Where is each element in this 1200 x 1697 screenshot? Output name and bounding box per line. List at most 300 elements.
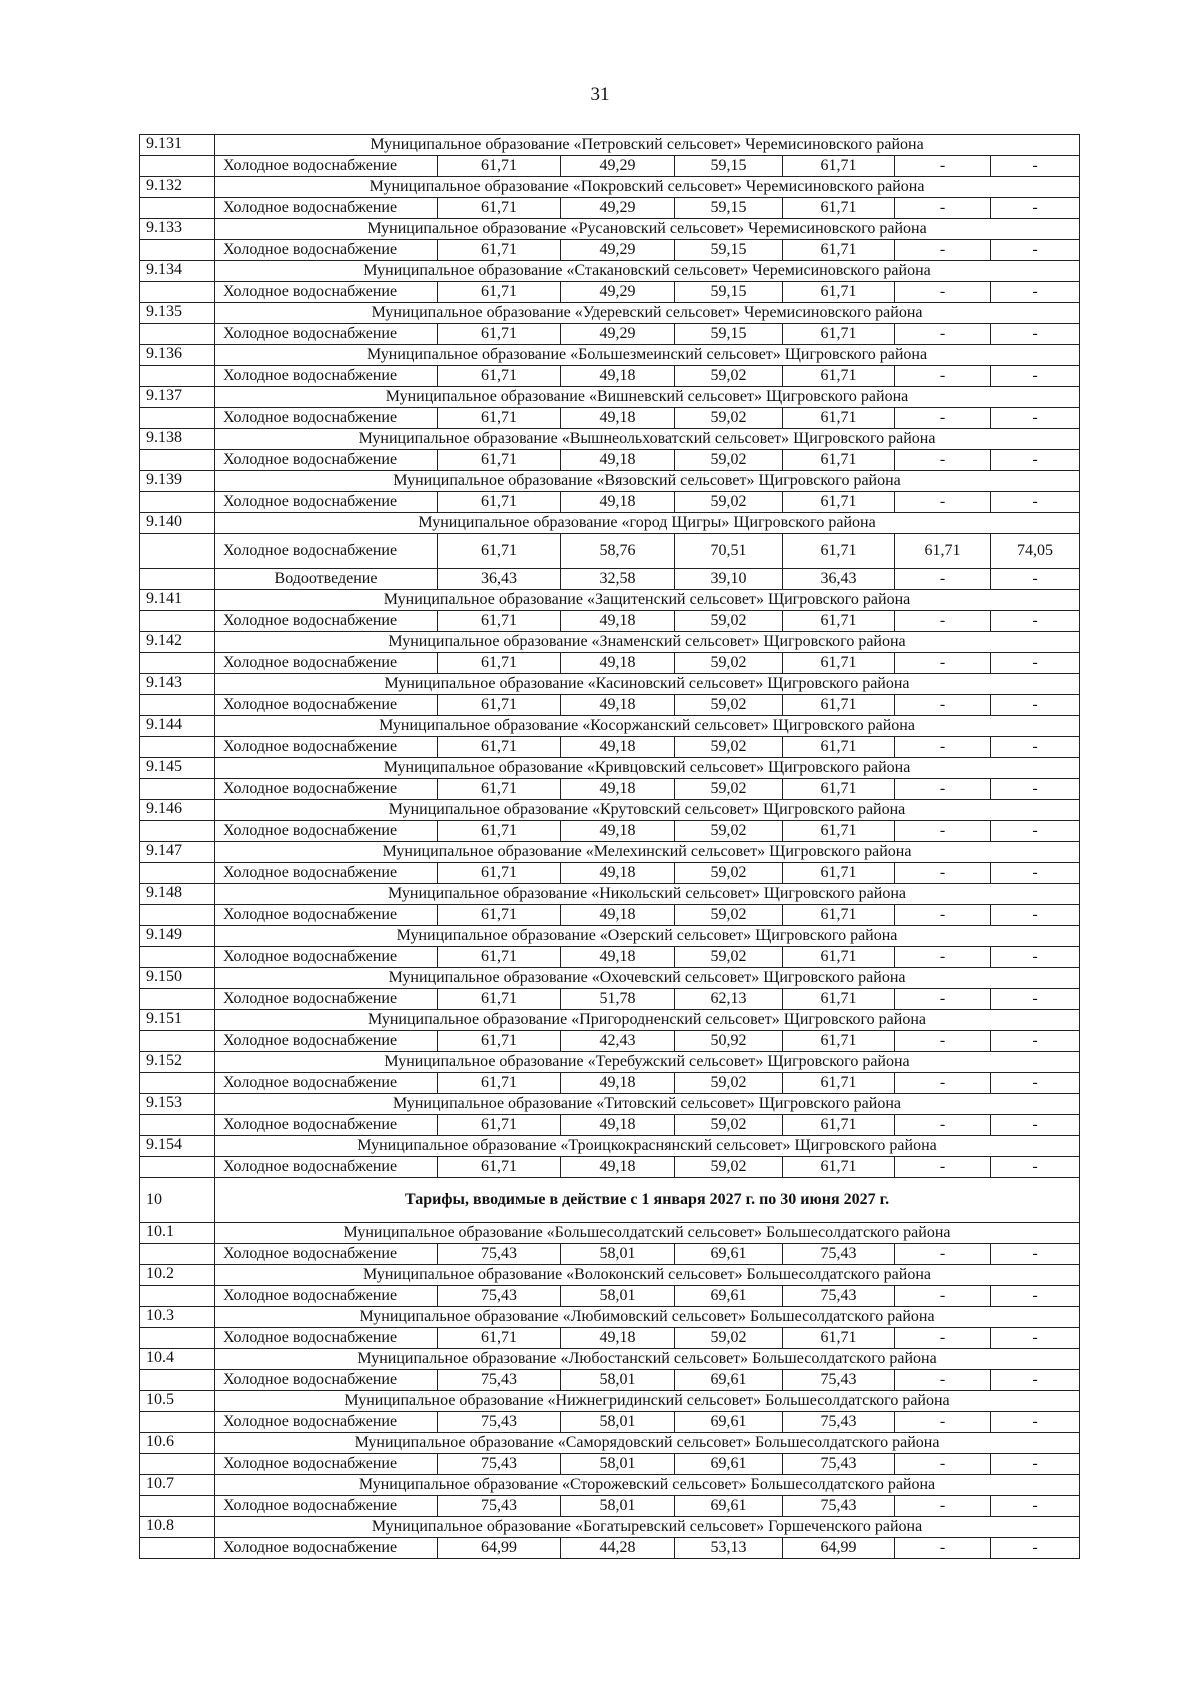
entity-row [140, 1349, 1080, 1370]
row-code-empty [140, 534, 215, 569]
tariff-value: 58,76 [561, 534, 675, 569]
tariff-value: - [991, 611, 1080, 632]
tariff-value: 61,71 [783, 450, 895, 471]
tariff-value: 61,71 [438, 240, 561, 261]
entity-row [140, 429, 1080, 450]
tariff-value: 59,15 [675, 240, 783, 261]
row-code-empty [140, 653, 215, 674]
tariff-value: 61,71 [438, 695, 561, 716]
entity-name: Муниципальное образование «Большезмеинский сельсовет» Щигровского района [215, 345, 1080, 366]
tariff-value: - [991, 1157, 1080, 1178]
tariff-value: 61,71 [438, 863, 561, 884]
tariff-value: 59,02 [675, 821, 783, 842]
tariff-value: 61,71 [783, 737, 895, 758]
row-code: 10.4 [140, 1349, 215, 1370]
tariff-value: 61,71 [783, 1031, 895, 1052]
tariff-value: 58,01 [561, 1454, 675, 1475]
tariff-value: 49,18 [561, 1328, 675, 1349]
service-row [140, 156, 1080, 177]
tariff-value: 53,13 [675, 1538, 783, 1559]
tariff-value: - [895, 1073, 991, 1094]
entity-row [140, 842, 1080, 863]
entity-name: Муниципальное образование «Знаменский сельсовет» Щигровского района [215, 632, 1080, 653]
entity-name: Муниципальное образование «Теребужский сельсовет» Щигровского района [215, 1052, 1080, 1073]
tariff-value: 75,43 [783, 1286, 895, 1307]
tariff-value: 49,18 [561, 737, 675, 758]
service-row [140, 1031, 1080, 1052]
tariff-value: - [991, 450, 1080, 471]
service-name: Холодное водоснабжение [215, 779, 438, 800]
row-code: 10.8 [140, 1517, 215, 1538]
tariff-value: - [991, 408, 1080, 429]
service-name: Холодное водоснабжение [215, 1115, 438, 1136]
row-code: 9.142 [140, 632, 215, 653]
tariff-value: - [895, 737, 991, 758]
tariff-value: - [895, 492, 991, 513]
tariff-value: 61,71 [783, 947, 895, 968]
tariff-value: 42,43 [561, 1031, 675, 1052]
tariff-value: 61,71 [438, 324, 561, 345]
entity-name: Муниципальное образование «Косоржанский сельсовет» Щигровского района [215, 716, 1080, 737]
row-code: 10.2 [140, 1265, 215, 1286]
service-row [140, 198, 1080, 219]
tariff-value: 69,61 [675, 1412, 783, 1433]
entity-name: Муниципальное образование «Большесолдатский сельсовет» Большесолдатского района [215, 1223, 1080, 1244]
tariff-value: - [895, 1496, 991, 1517]
service-row [140, 653, 1080, 674]
tariff-value: - [895, 198, 991, 219]
entity-name: Муниципальное образование «Крутовский сельсовет» Щигровского района [215, 800, 1080, 821]
service-row [140, 695, 1080, 716]
tariff-value: 61,71 [783, 611, 895, 632]
tariff-value: 32,58 [561, 569, 675, 590]
entity-row [140, 471, 1080, 492]
entity-name: Муниципальное образование «Любостанский сельсовет» Большесолдатского района [215, 1349, 1080, 1370]
entity-name: Муниципальное образование «Вышнеольховатский сельсовет» Щигровского района [215, 429, 1080, 450]
entity-name: Муниципальное образование «Волоконский сельсовет» Большесолдатского района [215, 1265, 1080, 1286]
tariff-value: 49,29 [561, 240, 675, 261]
service-name: Холодное водоснабжение [215, 240, 438, 261]
tariff-value: 61,71 [783, 821, 895, 842]
row-code: 9.146 [140, 800, 215, 821]
entity-name: Муниципальное образование «Стакановский сельсовет» Черемисиновского района [215, 261, 1080, 282]
tariff-value: - [991, 989, 1080, 1010]
service-name: Холодное водоснабжение [215, 324, 438, 345]
service-name: Холодное водоснабжение [215, 653, 438, 674]
row-code: 9.149 [140, 926, 215, 947]
tariff-value: 61,71 [783, 695, 895, 716]
service-name: Водоотведение [215, 569, 438, 590]
row-code: 9.154 [140, 1136, 215, 1157]
tariff-value: 59,02 [675, 1328, 783, 1349]
row-code-empty [140, 695, 215, 716]
service-name: Холодное водоснабжение [215, 1031, 438, 1052]
service-row [140, 989, 1080, 1010]
tariff-value: 59,02 [675, 905, 783, 926]
service-row [140, 240, 1080, 261]
section-title: Тарифы, вводимые в действие с 1 января 2027 г. по 30 июня 2027 г. [215, 1178, 1080, 1223]
tariff-value: 75,43 [438, 1412, 561, 1433]
tariff-value: 59,02 [675, 653, 783, 674]
tariff-value: - [895, 1115, 991, 1136]
tariff-value: - [991, 1244, 1080, 1265]
row-code: 9.148 [140, 884, 215, 905]
tariff-value: 59,15 [675, 198, 783, 219]
tariff-value: - [991, 695, 1080, 716]
entity-row [140, 758, 1080, 779]
service-row [140, 1412, 1080, 1433]
entity-row [140, 968, 1080, 989]
tariff-value: - [895, 408, 991, 429]
row-code-empty [140, 1454, 215, 1475]
tariff-value: 61,71 [783, 366, 895, 387]
tariff-value: 59,15 [675, 282, 783, 303]
row-code-empty [140, 282, 215, 303]
service-row [140, 450, 1080, 471]
tariff-value: 75,43 [783, 1496, 895, 1517]
tariff-value: 61,71 [438, 779, 561, 800]
tariff-value: 49,18 [561, 1157, 675, 1178]
row-code: 9.131 [140, 135, 215, 156]
tariff-value: 59,02 [675, 450, 783, 471]
entity-name: Муниципальное образование «Петровский сельсовет» Черемисиновского района [215, 135, 1080, 156]
service-name: Холодное водоснабжение [215, 534, 438, 569]
tariff-value: 58,01 [561, 1244, 675, 1265]
tariff-value: 61,71 [783, 1328, 895, 1349]
tariff-value: 61,71 [438, 534, 561, 569]
service-name: Холодное водоснабжение [215, 1454, 438, 1475]
row-code-empty [140, 1538, 215, 1559]
row-code: 9.151 [140, 1010, 215, 1031]
tariff-value: 61,71 [783, 282, 895, 303]
service-row [140, 324, 1080, 345]
row-code-empty [140, 1328, 215, 1349]
tariff-value: 59,02 [675, 366, 783, 387]
entity-row [140, 1517, 1080, 1538]
row-code-empty [140, 156, 215, 177]
row-code: 9.140 [140, 513, 215, 534]
entity-row [140, 1136, 1080, 1157]
row-code: 9.150 [140, 968, 215, 989]
service-name: Холодное водоснабжение [215, 821, 438, 842]
entity-row [140, 674, 1080, 695]
entity-row [140, 345, 1080, 366]
entity-name: Муниципальное образование «Сторожевский сельсовет» Большесолдатского района [215, 1475, 1080, 1496]
row-code: 9.143 [140, 674, 215, 695]
tariff-value: 36,43 [783, 569, 895, 590]
entity-name: Муниципальное образование «Русановский сельсовет» Черемисиновского района [215, 219, 1080, 240]
tariff-value: 49,18 [561, 821, 675, 842]
tariff-value: 58,01 [561, 1412, 675, 1433]
service-row [140, 282, 1080, 303]
service-row [140, 408, 1080, 429]
service-name: Холодное водоснабжение [215, 737, 438, 758]
tariff-value: - [895, 366, 991, 387]
tariff-value: 49,18 [561, 1115, 675, 1136]
row-code: 9.147 [140, 842, 215, 863]
tariff-value: - [991, 282, 1080, 303]
tariff-value: - [991, 1115, 1080, 1136]
entity-name: Муниципальное образование «Любимовский сельсовет» Большесолдатского района [215, 1307, 1080, 1328]
tariff-value: 59,02 [675, 611, 783, 632]
row-code-empty [140, 1244, 215, 1265]
entity-name: Муниципальное образование «Озерский сельсовет» Щигровского района [215, 926, 1080, 947]
tariff-value: 49,18 [561, 450, 675, 471]
tariff-value: 61,71 [783, 779, 895, 800]
row-code: 9.132 [140, 177, 215, 198]
service-name: Холодное водоснабжение [215, 198, 438, 219]
row-code: 9.152 [140, 1052, 215, 1073]
row-code: 10.7 [140, 1475, 215, 1496]
service-name: Холодное водоснабжение [215, 1538, 438, 1559]
tariff-value: - [991, 653, 1080, 674]
entity-row [140, 926, 1080, 947]
service-name: Холодное водоснабжение [215, 1073, 438, 1094]
tariff-value: - [991, 779, 1080, 800]
tariff-value: - [895, 863, 991, 884]
service-row [140, 611, 1080, 632]
tariff-value: 61,71 [783, 492, 895, 513]
tariff-table [139, 134, 1080, 1559]
tariff-value: 59,02 [675, 779, 783, 800]
service-name: Холодное водоснабжение [215, 1328, 438, 1349]
row-code-empty [140, 1286, 215, 1307]
service-row [140, 947, 1080, 968]
entity-row [140, 884, 1080, 905]
row-code-empty [140, 779, 215, 800]
service-row [140, 1115, 1080, 1136]
tariff-value: 61,71 [438, 1157, 561, 1178]
tariff-value: 75,43 [783, 1454, 895, 1475]
tariff-value: - [895, 821, 991, 842]
service-name: Холодное водоснабжение [215, 611, 438, 632]
tariff-value: - [991, 947, 1080, 968]
service-row [140, 821, 1080, 842]
tariff-value: 58,01 [561, 1370, 675, 1391]
entity-row [140, 1265, 1080, 1286]
entity-name: Муниципальное образование «Защитенский сельсовет» Щигровского района [215, 590, 1080, 611]
tariff-value: 49,18 [561, 1073, 675, 1094]
entity-row [140, 590, 1080, 611]
row-code: 10.1 [140, 1223, 215, 1244]
service-row [140, 779, 1080, 800]
tariff-value: 49,18 [561, 366, 675, 387]
tariff-value: - [991, 366, 1080, 387]
service-name: Холодное водоснабжение [215, 408, 438, 429]
entity-row [140, 387, 1080, 408]
row-code: 10.6 [140, 1433, 215, 1454]
row-code-empty [140, 1496, 215, 1517]
row-code: 9.133 [140, 219, 215, 240]
row-code-empty [140, 863, 215, 884]
row-code: 9.134 [140, 261, 215, 282]
row-code: 9.144 [140, 716, 215, 737]
service-row [140, 1496, 1080, 1517]
tariff-value: - [991, 821, 1080, 842]
entity-row [140, 800, 1080, 821]
entity-name: Муниципальное образование «Нижнегридинский сельсовет» Большесолдатского района [215, 1391, 1080, 1412]
row-code: 9.136 [140, 345, 215, 366]
tariff-value: 59,02 [675, 695, 783, 716]
tariff-value: 49,18 [561, 947, 675, 968]
entity-name: Муниципальное образование «Кривцовский сельсовет» Щигровского района [215, 758, 1080, 779]
service-row [140, 534, 1080, 569]
entity-name: Муниципальное образование «Вязовский сельсовет» Щигровского района [215, 471, 1080, 492]
service-name: Холодное водоснабжение [215, 1244, 438, 1265]
tariff-value: 61,71 [783, 156, 895, 177]
tariff-value: 64,99 [438, 1538, 561, 1559]
entity-row [140, 1094, 1080, 1115]
tariff-value: 61,71 [783, 905, 895, 926]
tariff-value: - [895, 1412, 991, 1433]
entity-row [140, 1223, 1080, 1244]
row-code-empty [140, 1412, 215, 1433]
row-code: 10.5 [140, 1391, 215, 1412]
row-code-empty [140, 821, 215, 842]
tariff-value: 74,05 [991, 534, 1080, 569]
tariff-value: 61,71 [783, 240, 895, 261]
tariff-value: - [895, 1031, 991, 1052]
entity-name: Муниципальное образование «Титовский сельсовет» Щигровского района [215, 1094, 1080, 1115]
tariff-value: 49,18 [561, 653, 675, 674]
tariff-value: 49,18 [561, 863, 675, 884]
section-code: 10 [140, 1178, 215, 1223]
tariff-value: 75,43 [438, 1496, 561, 1517]
tariff-value: - [991, 1370, 1080, 1391]
service-name: Холодное водоснабжение [215, 1286, 438, 1307]
tariff-value: - [895, 156, 991, 177]
row-code-empty [140, 1115, 215, 1136]
tariff-value: 58,01 [561, 1496, 675, 1517]
tariff-value: 49,29 [561, 198, 675, 219]
row-code-empty [140, 1031, 215, 1052]
entity-name: Муниципальное образование «Покровский сельсовет» Черемисиновского района [215, 177, 1080, 198]
tariff-value: 61,71 [783, 863, 895, 884]
tariff-value: 70,51 [675, 534, 783, 569]
service-name: Холодное водоснабжение [215, 905, 438, 926]
tariff-value: 59,15 [675, 324, 783, 345]
service-name: Холодное водоснабжение [215, 492, 438, 513]
entity-row [140, 177, 1080, 198]
tariff-value: 64,99 [783, 1538, 895, 1559]
tariff-value: 61,71 [438, 989, 561, 1010]
tariff-value: 61,71 [783, 198, 895, 219]
tariff-value: 61,71 [783, 408, 895, 429]
service-name: Холодное водоснабжение [215, 156, 438, 177]
tariff-value: 61,71 [438, 156, 561, 177]
tariff-value: 58,01 [561, 1286, 675, 1307]
tariff-value: - [991, 863, 1080, 884]
tariff-value: 69,61 [675, 1286, 783, 1307]
entity-name: Муниципальное образование «Вишневский сельсовет» Щигровского района [215, 387, 1080, 408]
entity-row [140, 135, 1080, 156]
tariff-value: 61,71 [438, 282, 561, 303]
service-row [140, 863, 1080, 884]
service-row [140, 737, 1080, 758]
entity-row [140, 632, 1080, 653]
tariff-value: 61,71 [438, 1031, 561, 1052]
tariff-value: - [991, 492, 1080, 513]
tariff-value: - [895, 611, 991, 632]
tariff-value: - [991, 1538, 1080, 1559]
service-row [140, 1538, 1080, 1559]
tariff-value: - [895, 240, 991, 261]
tariff-value: 61,71 [783, 989, 895, 1010]
tariff-value: 49,18 [561, 905, 675, 926]
tariff-value: 61,71 [438, 611, 561, 632]
tariff-value: - [895, 324, 991, 345]
row-code-empty [140, 905, 215, 926]
row-code-empty [140, 324, 215, 345]
tariff-value: 61,71 [438, 198, 561, 219]
entity-row [140, 261, 1080, 282]
tariff-value: - [991, 1412, 1080, 1433]
row-code-empty [140, 989, 215, 1010]
tariff-value: 61,71 [438, 1115, 561, 1136]
service-name: Холодное водоснабжение [215, 1496, 438, 1517]
tariff-value: - [895, 569, 991, 590]
tariff-value: - [895, 1286, 991, 1307]
service-row [140, 1454, 1080, 1475]
tariff-value: - [895, 282, 991, 303]
tariff-value: 61,71 [438, 450, 561, 471]
tariff-value: 59,02 [675, 737, 783, 758]
tariff-value: 59,15 [675, 156, 783, 177]
row-code: 9.153 [140, 1094, 215, 1115]
tariff-value: 49,29 [561, 156, 675, 177]
tariff-value: - [895, 653, 991, 674]
entity-name: Муниципальное образование «Пригородненский сельсовет» Щигровского района [215, 1010, 1080, 1031]
service-row [140, 1286, 1080, 1307]
entity-row [140, 1052, 1080, 1073]
entity-name: Муниципальное образование «Троицкокраснянский сельсовет» Щигровского района [215, 1136, 1080, 1157]
entity-row [140, 1307, 1080, 1328]
service-row [140, 1370, 1080, 1391]
tariff-value: 61,71 [438, 408, 561, 429]
tariff-value: - [991, 1454, 1080, 1475]
tariff-value: 75,43 [783, 1370, 895, 1391]
service-name: Холодное водоснабжение [215, 863, 438, 884]
tariff-value: - [991, 324, 1080, 345]
tariff-value: - [895, 695, 991, 716]
tariff-value: 75,43 [438, 1370, 561, 1391]
entity-name: Муниципальное образование «Мелехинский сельсовет» Щигровского района [215, 842, 1080, 863]
tariff-value: - [895, 1538, 991, 1559]
service-name: Холодное водоснабжение [215, 1157, 438, 1178]
tariff-value: - [991, 905, 1080, 926]
service-name: Холодное водоснабжение [215, 1412, 438, 1433]
entity-row [140, 1433, 1080, 1454]
tariff-value: - [895, 947, 991, 968]
entity-name: Муниципальное образование «Касиновский сельсовет» Щигровского района [215, 674, 1080, 695]
tariff-value: 61,71 [783, 1157, 895, 1178]
service-row [140, 1157, 1080, 1178]
tariff-value: 75,43 [783, 1244, 895, 1265]
tariff-value: - [991, 1496, 1080, 1517]
tariff-value: - [895, 450, 991, 471]
tariff-value: 49,18 [561, 408, 675, 429]
tariff-value: - [991, 1328, 1080, 1349]
tariff-value: 75,43 [438, 1454, 561, 1475]
tariff-value: - [991, 1073, 1080, 1094]
row-code-empty [140, 1073, 215, 1094]
entity-row [140, 219, 1080, 240]
entity-name: Муниципальное образование «Саморядовский сельсовет» Большесолдатского района [215, 1433, 1080, 1454]
tariff-value: 62,13 [675, 989, 783, 1010]
tariff-value: - [991, 240, 1080, 261]
tariff-value: 49,29 [561, 324, 675, 345]
entity-row [140, 716, 1080, 737]
